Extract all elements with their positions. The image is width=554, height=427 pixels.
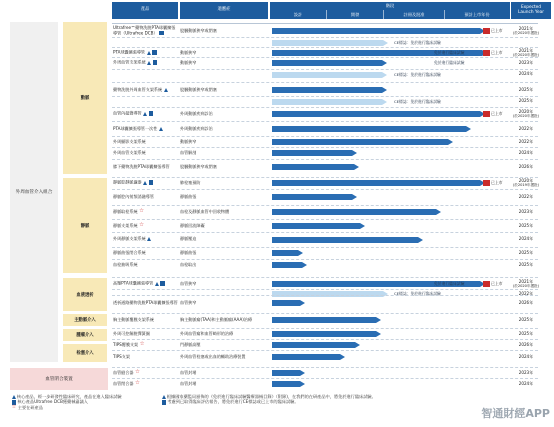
product-label: 血管縫合器 bbox=[113, 369, 134, 375]
arrow-icon bbox=[382, 87, 387, 93]
launch-year-value: 2023年 bbox=[518, 59, 534, 65]
launch-year bbox=[511, 122, 541, 136]
progress-bar bbox=[272, 60, 382, 66]
progress-bar bbox=[272, 99, 382, 105]
watermark: 智通財經APP bbox=[481, 407, 550, 420]
status-flag bbox=[483, 281, 490, 287]
product-label: 膝下藥物洗脫PTA球囊擴張導管 bbox=[113, 163, 170, 169]
star-icon: ☆ bbox=[139, 208, 144, 215]
product-label: 透析通路藥物洗脫PTA球囊擴張導管 bbox=[113, 299, 178, 305]
launch-year-value: 2024年 bbox=[518, 149, 534, 155]
indication: 動脈狹窄 bbox=[180, 138, 197, 144]
launch-year-value: 2025年 bbox=[518, 261, 534, 267]
product-name bbox=[112, 220, 178, 232]
product-label: 外周可控解脫彈簧圈 bbox=[113, 330, 150, 336]
arrow-icon bbox=[300, 370, 305, 376]
indication: 靜脈曲張 bbox=[180, 249, 197, 255]
product-label: PTA球囊擴張導管 bbox=[113, 49, 146, 55]
progress-bar bbox=[272, 331, 376, 337]
bar-label: 免於進行臨床試驗 bbox=[434, 50, 465, 55]
product-label: 血管內超聲導管 bbox=[113, 110, 142, 116]
bar-label: 免於進行臨床試驗 bbox=[434, 60, 465, 65]
launch-year bbox=[511, 340, 541, 350]
status-label: 已上市 bbox=[491, 50, 503, 55]
status-label: 已上市 bbox=[491, 180, 503, 185]
sub-embolization: 栓塞介入 bbox=[63, 344, 107, 362]
launch-year bbox=[511, 248, 541, 258]
header-indication: 適應症 bbox=[180, 2, 268, 19]
product-label: 外周血管支架系統 bbox=[113, 59, 146, 65]
legend-right-item-1: 根據國家藥監局頒佈的《免於進行臨床試驗醫療器械目錄》（附錄)，在我們的在研產品中，將免於進行臨床試驗。 bbox=[160, 394, 410, 399]
indication: 外周動脈疾病診治 bbox=[180, 125, 213, 131]
row-divider bbox=[112, 37, 538, 38]
arrow-icon bbox=[383, 291, 388, 297]
header-launch: Expected Launch Year bbox=[511, 2, 551, 19]
launch-year-value: 2021年 bbox=[518, 47, 534, 53]
sub-vein: 靜脈 bbox=[63, 178, 107, 273]
triangle-icon bbox=[143, 181, 147, 185]
launch-year bbox=[511, 314, 541, 326]
launch-year bbox=[511, 329, 541, 339]
arrow-icon bbox=[376, 331, 381, 337]
launch-year-note: (於2020年獲批) bbox=[512, 284, 540, 289]
progress-bar bbox=[272, 223, 360, 229]
launch-year-value: 2024年 bbox=[518, 236, 534, 242]
product-label: TIPS覆膜支架 bbox=[113, 341, 139, 347]
product-label: TIPS支架 bbox=[113, 353, 130, 359]
product-label: 藥物洗脫外周血管支架系統 bbox=[113, 86, 163, 92]
launch-year-value: 2025年 bbox=[518, 98, 534, 104]
launch-year-value: 2026年 bbox=[518, 163, 534, 169]
category-external: 外周血管介入組合 bbox=[10, 22, 58, 362]
arrow-icon bbox=[382, 72, 387, 78]
product-label: 靜脈腔靜脈濾器 bbox=[113, 179, 142, 185]
launch-year bbox=[511, 233, 541, 246]
category-closure: 血管閉合裝置 bbox=[10, 368, 108, 390]
launch-year-value: 2022年 bbox=[518, 125, 534, 131]
sub-aorta: 主動脈介入 bbox=[63, 314, 107, 326]
launch-year-value: 2022年 bbox=[518, 290, 534, 296]
header-stage-dev: 開發 bbox=[350, 11, 360, 17]
product-name bbox=[112, 329, 178, 339]
arrow-icon bbox=[376, 317, 381, 323]
progress-bar bbox=[272, 250, 298, 256]
progress-bar bbox=[272, 40, 383, 46]
progress-bar bbox=[272, 262, 302, 268]
product-label: 外周血管支架系統 bbox=[113, 149, 146, 155]
product-name bbox=[112, 379, 178, 389]
launch-year-value: 2025年 bbox=[518, 249, 534, 255]
indication: 血管解剖 bbox=[180, 149, 197, 155]
indication: 股膕動脈狹窄或閉塞 bbox=[180, 163, 217, 169]
triangle-icon bbox=[147, 61, 151, 65]
indication: 胸主動脈瘤(TAA)和主動脈瘤(AAA)治療 bbox=[180, 316, 253, 322]
product-label: 靜脈取栓系統 bbox=[113, 208, 138, 214]
square-icon bbox=[149, 180, 154, 185]
launch-year bbox=[511, 148, 541, 158]
header-product: 產品 bbox=[112, 2, 178, 19]
product-label: 高壓PTA球囊擴張導管 bbox=[113, 280, 154, 286]
launch-year-value: 2023年 bbox=[518, 369, 534, 375]
launch-year-note: (於2020年獲批) bbox=[512, 53, 540, 58]
product-label: 靜脈支架系統 bbox=[113, 222, 138, 228]
product-name bbox=[112, 368, 178, 378]
arrow-icon bbox=[352, 150, 357, 156]
launch-year bbox=[511, 58, 541, 68]
launch-year bbox=[511, 220, 541, 232]
product-name bbox=[112, 148, 178, 158]
launch-year bbox=[511, 108, 541, 120]
indication: 動脈狹窄 bbox=[180, 49, 197, 55]
progress-bar bbox=[272, 209, 436, 215]
launch-year-value: 2024年 bbox=[518, 71, 534, 77]
progress-bar bbox=[272, 370, 300, 376]
launch-year-note: (於2020年獲批) bbox=[512, 31, 540, 36]
triangle-icon bbox=[147, 51, 151, 55]
product-name bbox=[112, 351, 178, 363]
launch-year bbox=[511, 206, 541, 218]
triangle-icon bbox=[155, 282, 159, 286]
triangle-icon bbox=[159, 127, 163, 131]
launch-year bbox=[511, 178, 541, 188]
arrow-icon bbox=[448, 139, 453, 145]
triangle-icon bbox=[143, 112, 147, 116]
progress-bar bbox=[272, 180, 480, 186]
indication: 門靜脈高壓 bbox=[180, 341, 201, 347]
indication: 血管狹窄 bbox=[180, 280, 197, 286]
legend-right-item-2: 考慮到已取得臨床評估報告，將免於進行CE標誌或已上市的臨床試驗。 bbox=[160, 399, 410, 404]
square-icon bbox=[153, 60, 158, 65]
launch-year bbox=[511, 137, 541, 147]
bar-label: CE標誌：免於進行臨床試驗 bbox=[394, 291, 441, 296]
star-icon: ☆ bbox=[134, 369, 140, 376]
progress-bar bbox=[272, 300, 300, 306]
launch-year-value: 2022年 bbox=[518, 193, 534, 199]
row-divider bbox=[112, 69, 538, 70]
square-icon bbox=[152, 50, 157, 55]
indication: 血栓及靜脈血管中回收物體 bbox=[180, 208, 230, 214]
star-icon: ☆ bbox=[139, 341, 145, 348]
product-name bbox=[112, 248, 178, 258]
product-name bbox=[112, 296, 178, 310]
launch-year-value: 2025年 bbox=[518, 86, 534, 92]
legend-left-item-1: 核心產品，經一步研發性臨床研究，產品在進入臨床試驗 bbox=[10, 394, 160, 399]
indication: 血栓取出 bbox=[180, 261, 197, 267]
product-name bbox=[112, 340, 178, 350]
arrow-icon bbox=[466, 126, 471, 132]
header-stage-design: 設計 bbox=[293, 11, 303, 17]
status-label: 已上市 bbox=[491, 111, 503, 116]
bar-label: CE標誌：免於進行臨床試驗 bbox=[394, 98, 441, 104]
bar-label: 免於進行臨床試驗 bbox=[434, 281, 465, 286]
launch-year-value: 2024年 bbox=[518, 380, 534, 386]
header-stage-group-label: 階段 bbox=[385, 3, 395, 8]
header-stage-launch: 預計上市年份 bbox=[464, 11, 490, 17]
product-label: 外周顯影支架系統 bbox=[113, 138, 146, 144]
progress-bar bbox=[272, 317, 376, 323]
product-name bbox=[112, 58, 178, 68]
product-label: 靜脈曲張閉合系統 bbox=[113, 249, 146, 255]
product-name bbox=[112, 83, 178, 97]
product-label: 胸主動脈覆膜支架系統 bbox=[113, 316, 154, 322]
launch-year-note: (於2019年獲批) bbox=[512, 183, 540, 188]
status-label: 已上市 bbox=[491, 281, 503, 286]
bar-label: CE標誌：免於進行臨床試驗 bbox=[394, 39, 441, 45]
product-label: 血栓抽吸系統 bbox=[113, 261, 138, 267]
progress-bar bbox=[272, 164, 354, 170]
launch-year-value: 2025年 bbox=[518, 222, 534, 228]
legend-right bbox=[160, 394, 410, 405]
launch-year-value: 2023年 bbox=[518, 208, 534, 214]
indication: 外周動脈疾病診治 bbox=[180, 110, 213, 116]
launch-year-value: 2026年 bbox=[518, 299, 534, 305]
arrow-icon bbox=[300, 381, 305, 387]
product-label: PTA球囊擴張導管一次性 bbox=[113, 125, 158, 131]
indication: 血管狹窄 bbox=[180, 299, 197, 305]
launch-year bbox=[511, 97, 541, 106]
progress-bar bbox=[272, 126, 466, 132]
status-label: 已上市 bbox=[491, 28, 503, 33]
product-name bbox=[112, 137, 178, 147]
indication: 股膕動脈狹窄或閉塞 bbox=[180, 86, 217, 92]
progress-bar bbox=[272, 87, 382, 93]
launch-year bbox=[511, 190, 541, 204]
launch-year bbox=[511, 70, 541, 79]
product-label: 靜脈腔內射頻消融導管 bbox=[113, 193, 154, 199]
launch-year-value: 2026年 bbox=[518, 341, 534, 347]
launch-year bbox=[511, 260, 541, 270]
indication: 外周血管栓塞或出血的輔助治療裝置 bbox=[180, 353, 246, 359]
launch-year-value: 2024年 bbox=[518, 353, 534, 359]
progress-bar bbox=[272, 342, 355, 348]
progress-bar bbox=[272, 237, 418, 243]
launch-year-value: 2020年 bbox=[518, 177, 534, 183]
arrow-icon bbox=[418, 237, 423, 243]
square-icon bbox=[160, 281, 165, 286]
launch-year bbox=[511, 351, 541, 363]
arrow-icon bbox=[302, 262, 307, 268]
row-divider bbox=[112, 96, 538, 97]
launch-year-value: 2021年 bbox=[518, 25, 534, 31]
progress-bar bbox=[272, 150, 352, 156]
status-flag bbox=[483, 111, 490, 117]
legend-left bbox=[10, 394, 160, 411]
launch-year-value: 2022年 bbox=[518, 138, 534, 144]
arrow-icon bbox=[298, 250, 303, 256]
arrow-icon bbox=[383, 40, 388, 46]
launch-year-value: 2020年 bbox=[518, 108, 534, 114]
square-icon bbox=[159, 31, 164, 36]
legend-left-item-3: ☆ 主要在研產品 bbox=[11, 404, 43, 411]
launch-year-value: 2021年 bbox=[518, 278, 534, 284]
progress-bar bbox=[272, 291, 383, 297]
status-flag bbox=[483, 180, 490, 186]
bar-label: CE標誌：免於進行臨床試驗 bbox=[394, 71, 441, 77]
launch-year bbox=[511, 368, 541, 378]
row-divider bbox=[112, 289, 538, 290]
indication: 血管封堵 bbox=[180, 380, 197, 386]
product-name bbox=[112, 24, 178, 38]
progress-bar bbox=[272, 28, 480, 34]
triangle-icon bbox=[147, 237, 151, 241]
arrow-icon bbox=[436, 209, 441, 215]
product-name bbox=[112, 233, 178, 246]
indication: 外周血管瘤和血管畸形的治療 bbox=[180, 330, 234, 336]
product-label: 外周靜脈支架系統 bbox=[113, 236, 146, 242]
launch-year bbox=[511, 24, 541, 38]
product-label: 血管閉合器 bbox=[113, 380, 134, 386]
square-icon bbox=[162, 400, 167, 405]
indication: 靜脈曲張 bbox=[180, 193, 197, 199]
status-flag bbox=[483, 50, 490, 56]
arrow-icon bbox=[354, 164, 359, 170]
triangle-icon bbox=[12, 395, 16, 399]
star-icon: ☆ bbox=[11, 404, 17, 411]
arrow-icon bbox=[360, 223, 365, 229]
product-name bbox=[112, 160, 178, 174]
progress-bar bbox=[272, 194, 352, 200]
product-name bbox=[112, 260, 178, 270]
sub-artery: 動脈 bbox=[63, 22, 107, 174]
arrow-icon bbox=[382, 99, 387, 105]
status-flag bbox=[483, 28, 490, 34]
arrow-icon bbox=[352, 194, 357, 200]
progress-bar bbox=[272, 72, 382, 78]
triangle-icon bbox=[164, 88, 168, 92]
launch-year-value: 2025年 bbox=[518, 316, 534, 322]
progress-bar bbox=[272, 139, 448, 145]
product-name bbox=[112, 190, 178, 204]
indication: 股膕動脈狹窄或閉塞 bbox=[180, 27, 217, 33]
sub-tumor: 腫瘤介入 bbox=[63, 329, 107, 341]
indication: 血管封堵 bbox=[180, 369, 197, 375]
legend-left-item-2: 核心產品Ultrafree DCB獲藥械審議入 bbox=[10, 399, 160, 404]
progress-bar bbox=[272, 354, 340, 360]
product-name bbox=[112, 206, 178, 218]
product-name bbox=[112, 108, 178, 120]
indication: 動脈狹窄 bbox=[180, 59, 197, 65]
arrow-icon bbox=[340, 354, 345, 360]
progress-bar bbox=[272, 381, 300, 387]
star-icon: ☆ bbox=[134, 380, 140, 387]
progress-bar bbox=[272, 111, 480, 117]
header-stage-register: 註冊及批准 bbox=[403, 11, 425, 17]
launch-year bbox=[511, 379, 541, 389]
indication: 靜脈回流障礙 bbox=[180, 222, 205, 228]
square-icon bbox=[149, 111, 154, 116]
indication: 肺栓塞預防 bbox=[180, 179, 201, 185]
product-label: Ultrafree™藥物洗脫PTA球囊擴張導管（Ultrafree DCB） bbox=[113, 25, 176, 36]
arrow-icon bbox=[382, 60, 387, 66]
arrow-icon bbox=[300, 300, 305, 306]
arrow-icon bbox=[355, 342, 360, 348]
star-icon: ☆ bbox=[139, 222, 144, 229]
indication: 靜脈壓迫 bbox=[180, 236, 197, 242]
product-name bbox=[112, 178, 178, 188]
launch-year-note: (於2020年獲批) bbox=[512, 114, 540, 119]
sub-vascular-access: 血液透析 bbox=[63, 278, 107, 311]
launch-year bbox=[511, 296, 541, 310]
launch-year bbox=[511, 160, 541, 174]
triangle-icon bbox=[162, 395, 166, 399]
launch-year bbox=[511, 83, 541, 97]
launch-year-value: 2025年 bbox=[518, 330, 534, 336]
product-name bbox=[112, 122, 178, 136]
product-name bbox=[112, 314, 178, 326]
